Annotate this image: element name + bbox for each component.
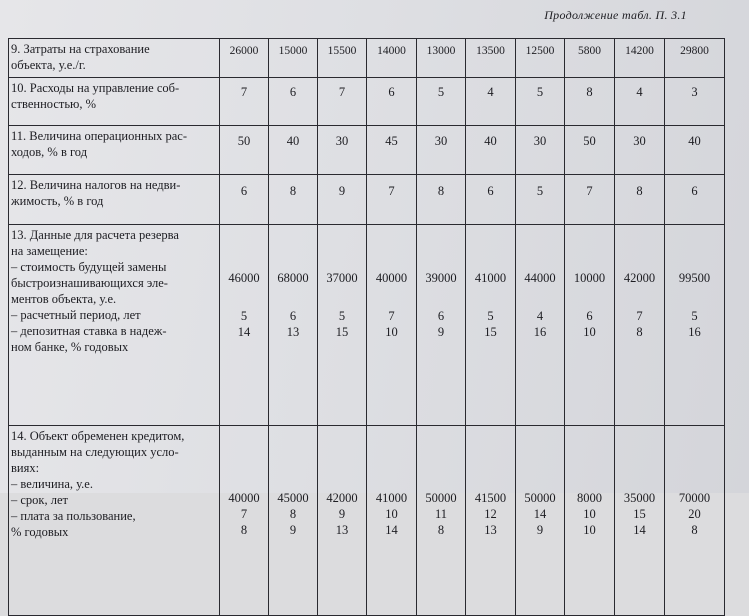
value-cell (516, 126, 565, 175)
value-cell (466, 78, 516, 126)
cell-value: 14200 (625, 45, 654, 57)
cell-value: 7 (240, 507, 248, 521)
cell-value: 39000 (425, 271, 457, 285)
value-cell (417, 225, 466, 426)
cell-value: 40 (484, 134, 497, 148)
value-cell (318, 39, 367, 78)
cell-value: 14000 (377, 45, 406, 57)
cell-value: 41500 (474, 491, 507, 505)
cell-value: 44000 (524, 271, 556, 285)
cell-value: 14 (237, 325, 251, 339)
row-label-line: – расчетный период, лет (11, 308, 141, 322)
value-cell (665, 126, 725, 175)
value-cell (417, 126, 466, 175)
cell-value: 10 (583, 507, 596, 521)
value-cell (665, 426, 725, 616)
spacer (516, 286, 564, 308)
cell-value: 6 (289, 85, 297, 99)
cell-value: 30 (434, 134, 448, 148)
cell-value: 8 (289, 184, 297, 198)
row-label-line: – плата за пользование, (11, 509, 136, 523)
cell-value: 6 (388, 85, 395, 99)
cell-value: 6 (289, 309, 297, 323)
value-cell (269, 126, 318, 175)
row-label-line: 10. Расходы на управление соб- (11, 81, 180, 95)
cell-value: 50000 (524, 491, 556, 505)
value-cell (565, 39, 615, 78)
cell-value: 8 (636, 184, 643, 198)
row-label-line: – стоимость будущей замены (11, 260, 167, 274)
cell-value: 7 (388, 309, 395, 323)
cell-value: 14 (385, 523, 398, 537)
value-cell (318, 175, 367, 225)
cell-value: 7 (240, 85, 248, 99)
cell-value: 41000 (375, 491, 408, 505)
cell-value: 9 (536, 523, 544, 537)
value-cell (565, 175, 615, 225)
value-cell (565, 225, 615, 426)
cell-value: 14 (633, 523, 646, 537)
value-cell (318, 426, 367, 616)
cell-value: 45 (385, 134, 398, 148)
cell-value: 68000 (277, 271, 309, 285)
cell-value: 8 (289, 507, 297, 521)
value-cell (665, 225, 725, 426)
value-cell (417, 39, 466, 78)
row-label (9, 39, 220, 78)
row-label-line: – депозитная ставка в надеж- (11, 324, 167, 338)
value-cell (367, 175, 417, 225)
value-cell (615, 175, 665, 225)
cell-value: 6 (240, 184, 248, 198)
table-row (9, 126, 725, 175)
value-cell (615, 78, 665, 126)
value-cell (516, 39, 565, 78)
row-label-line: – срок, лет (11, 493, 68, 507)
value-cell (220, 426, 269, 616)
row-label-line: выданным на следующих усло- (11, 445, 179, 459)
cell-value: 9 (338, 184, 346, 198)
row-label-line: жимость, % в год (11, 194, 104, 208)
value-cell (417, 426, 466, 616)
value-cell (318, 78, 367, 126)
value-cell (220, 225, 269, 426)
row-label-line: ном банке, % годовых (11, 340, 129, 354)
cell-value: 6 (691, 184, 698, 198)
cell-value: 15500 (327, 45, 357, 57)
spacer (417, 286, 465, 308)
cell-value: 5 (487, 309, 494, 323)
cell-value: 15 (484, 325, 497, 339)
cell-value: 40000 (375, 271, 408, 285)
value-cell (269, 39, 318, 78)
cell-value: 15 (633, 507, 646, 521)
cell-value: 6 (586, 309, 593, 323)
spacer (318, 286, 366, 308)
cell-value: 13000 (426, 45, 456, 57)
value-cell (220, 78, 269, 126)
cell-value: 6 (487, 184, 494, 198)
cell-value: 4 (636, 85, 643, 99)
value-cell (417, 175, 466, 225)
row-label-line: % годовых (11, 525, 69, 539)
cell-value: 3 (691, 85, 698, 99)
cell-value: 30 (633, 134, 646, 148)
data-table (8, 38, 725, 616)
value-cell (466, 175, 516, 225)
cell-value: 6 (437, 309, 445, 323)
cell-value: 8 (636, 325, 643, 339)
value-cell (269, 175, 318, 225)
value-cell (269, 225, 318, 426)
cell-value: 9 (437, 325, 445, 339)
value-cell (318, 126, 367, 175)
row-label-line: – величина, у.е. (11, 477, 93, 491)
cell-value: 8 (240, 523, 248, 537)
value-cell (615, 225, 665, 426)
value-cell (367, 78, 417, 126)
cell-value: 40000 (228, 491, 260, 505)
cell-value: 30 (335, 134, 349, 148)
value-cell (220, 39, 269, 78)
cell-value: 5 (240, 309, 248, 323)
cell-value: 8 (437, 184, 445, 198)
cell-value: 50000 (425, 491, 457, 505)
row-label (9, 78, 220, 126)
cell-value: 42000 (623, 271, 656, 285)
cell-value: 30 (533, 134, 547, 148)
cell-value: 20 (688, 507, 701, 521)
cell-value: 10000 (573, 271, 606, 285)
value-cell (269, 426, 318, 616)
cell-value: 11 (434, 507, 448, 521)
spacer (367, 286, 416, 308)
cell-value: 50 (237, 134, 251, 148)
row-label-line: виях: (11, 461, 40, 475)
value-cell (665, 39, 725, 78)
cell-value: 4 (536, 309, 544, 323)
spacer (220, 286, 268, 308)
value-cell (417, 78, 466, 126)
row-label-line: ственностью, % (11, 97, 97, 111)
row-label-line: 9. Затраты на страхование (11, 42, 150, 56)
cell-value: 13 (286, 325, 300, 339)
value-cell (367, 39, 417, 78)
cell-value: 4 (487, 85, 494, 99)
cell-value: 13 (484, 523, 497, 537)
cell-value: 35000 (623, 491, 656, 505)
cell-value: 29800 (680, 45, 709, 57)
cell-value: 10 (583, 325, 596, 339)
cell-value: 5 (437, 85, 445, 99)
value-cell (318, 225, 367, 426)
cell-value: 8 (691, 523, 698, 537)
row-label (9, 225, 220, 426)
cell-value: 5800 (578, 45, 601, 57)
row-label-line: 11. Величина операционных рас- (11, 129, 188, 143)
cell-value: 7 (338, 85, 346, 99)
value-cell (665, 175, 725, 225)
table-row (9, 225, 725, 426)
row-label-line: 13. Данные для расчета резерва (11, 228, 179, 242)
cell-value: 14 (533, 507, 547, 521)
value-cell (615, 426, 665, 616)
cell-value: 12 (484, 507, 497, 521)
table-row (9, 175, 725, 225)
cell-value: 13500 (476, 45, 505, 57)
table-row (9, 426, 725, 616)
cell-value: 8 (586, 85, 593, 99)
value-cell (269, 78, 318, 126)
value-cell (367, 426, 417, 616)
row-label (9, 426, 220, 616)
value-cell (367, 225, 417, 426)
row-label (9, 126, 220, 175)
cell-value: 9 (289, 523, 297, 537)
cell-value: 15 (335, 325, 349, 339)
row-label-line: ходов, % в год (11, 145, 88, 159)
value-cell (466, 126, 516, 175)
cell-value: 5 (536, 184, 544, 198)
value-cell (516, 175, 565, 225)
cell-value: 5 (338, 309, 346, 323)
cell-value: 10 (385, 507, 398, 521)
cell-value: 16 (688, 325, 701, 339)
cell-value: 8 (437, 523, 445, 537)
cell-value: 7 (388, 184, 395, 198)
cell-value: 9 (338, 507, 346, 521)
table-row (9, 39, 725, 78)
cell-value: 8000 (577, 491, 602, 505)
value-cell (565, 126, 615, 175)
value-cell (220, 175, 269, 225)
value-cell (615, 39, 665, 78)
row-label-line: на замещение: (11, 244, 88, 258)
value-cell (466, 426, 516, 616)
value-cell (367, 126, 417, 175)
value-cell (565, 426, 615, 616)
cell-value: 26000 (229, 45, 259, 57)
cell-value: 16 (533, 325, 547, 339)
cell-value: 70000 (678, 491, 711, 505)
value-cell (665, 78, 725, 126)
cell-value: 99500 (678, 271, 711, 285)
value-cell (220, 126, 269, 175)
cell-value: 13 (335, 523, 349, 537)
spacer (665, 286, 724, 308)
table-caption: Продолжение табл. П. 3.1 (544, 8, 687, 22)
cell-value: 15000 (278, 45, 308, 57)
cell-value: 46000 (228, 271, 260, 285)
value-cell (466, 225, 516, 426)
cell-value: 40 (688, 134, 701, 148)
value-cell (516, 426, 565, 616)
cell-value: 7 (586, 184, 593, 198)
value-cell (466, 39, 516, 78)
spacer (269, 286, 317, 308)
cell-value: 7 (636, 309, 643, 323)
spacer (615, 286, 664, 308)
cell-value: 10 (583, 523, 596, 537)
table-row (9, 78, 725, 126)
spacer (565, 286, 614, 308)
row-label-line: 14. Объект обременен кредитом, (11, 429, 185, 443)
row-label-line: объекта, у.е./г. (11, 58, 86, 72)
value-cell (615, 126, 665, 175)
cell-value: 5 (691, 309, 698, 323)
cell-value: 5 (536, 85, 544, 99)
cell-value: 42000 (326, 491, 358, 505)
row-label-line: 12. Величина налогов на недви- (11, 178, 181, 192)
row-label-line: быстроизнашивающихся эле- (11, 276, 168, 290)
row-label-line: ментов объекта, у.е. (11, 292, 117, 306)
value-cell (565, 78, 615, 126)
cell-value: 37000 (326, 271, 358, 285)
value-cell (516, 225, 565, 426)
spacer (466, 286, 515, 308)
cell-value: 12500 (525, 45, 555, 57)
value-cell (516, 78, 565, 126)
cell-value: 41000 (474, 271, 507, 285)
cell-value: 50 (583, 134, 596, 148)
cell-value: 10 (385, 325, 398, 339)
cell-value: 45000 (277, 491, 309, 505)
cell-value: 40 (286, 134, 300, 148)
row-label (9, 175, 220, 225)
